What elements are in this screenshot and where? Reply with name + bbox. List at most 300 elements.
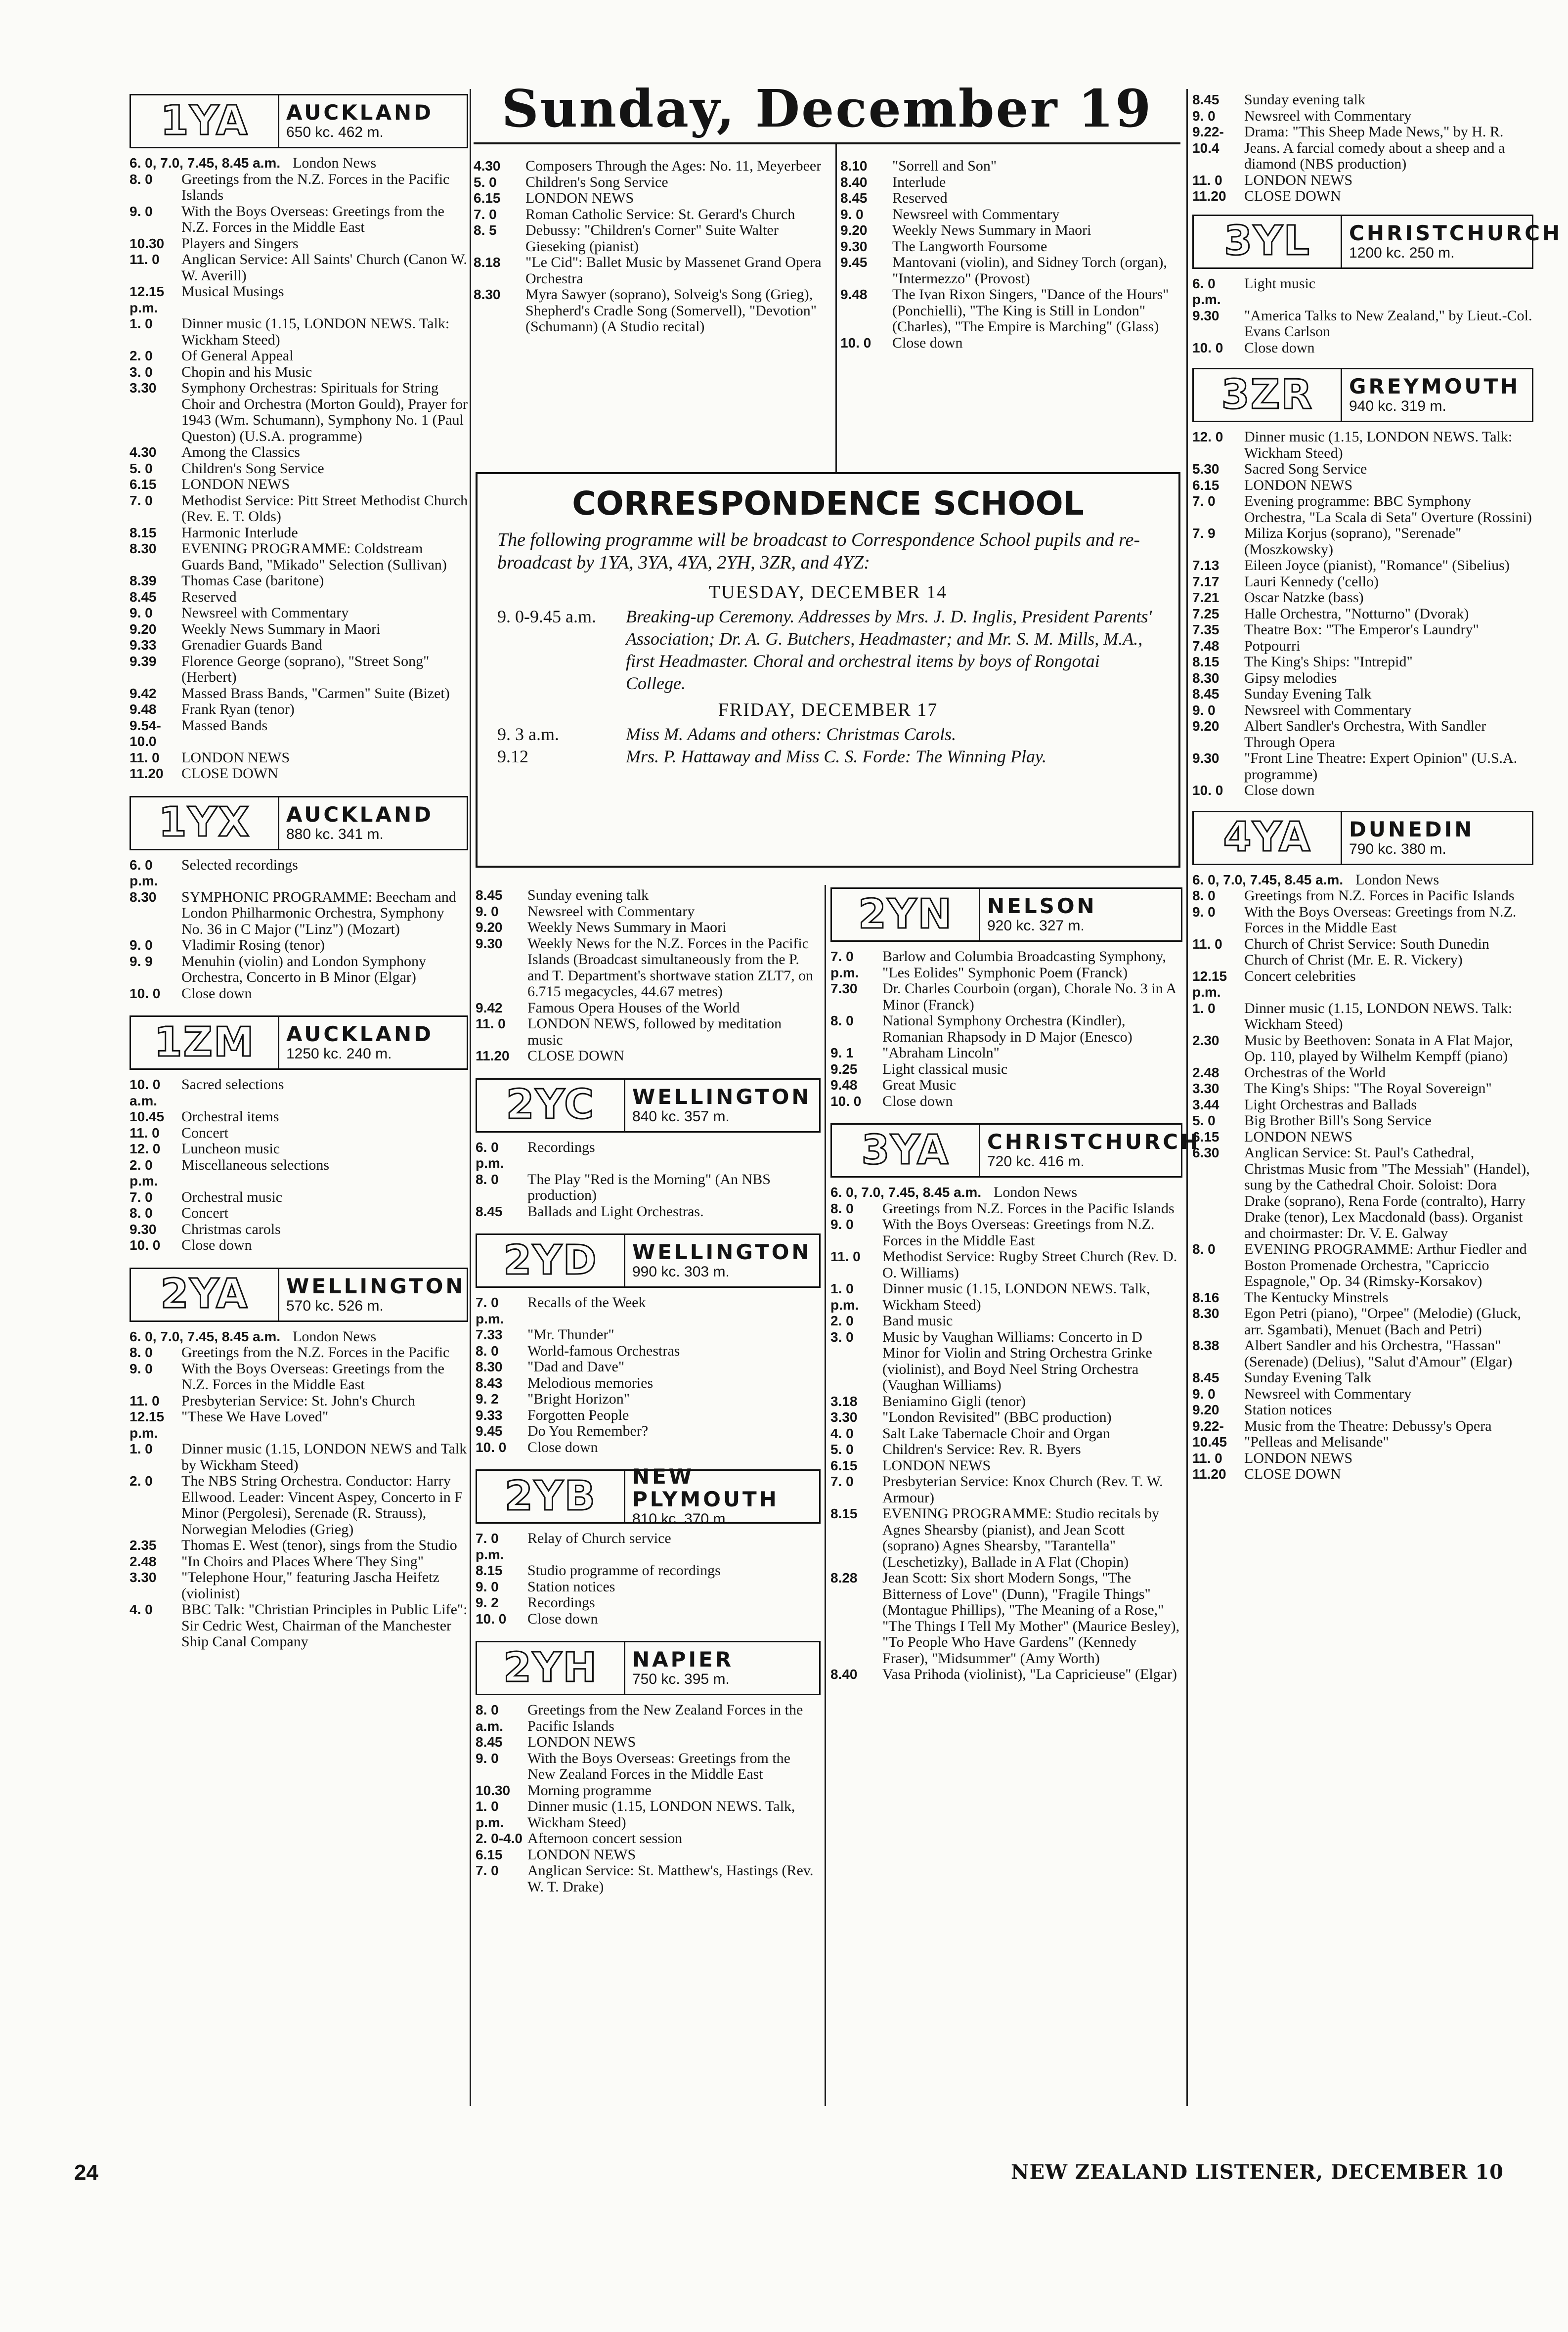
column-rule-2b [825, 885, 826, 2106]
item-time: 9. 0 [1192, 702, 1216, 718]
schedule-item [130, 1393, 468, 1409]
item-time: 9.22-10.4 [1192, 124, 1224, 156]
item-description: Recordings [527, 1594, 595, 1611]
schedule-item [1192, 558, 1533, 574]
item-description: "Mr. Thunder" [527, 1326, 614, 1343]
schedule-2yn [830, 949, 1182, 1109]
station-info [279, 95, 467, 147]
item-description: Theatre Box: "The Emperor's Laundry" [1244, 621, 1479, 638]
item-description: Close down [1244, 339, 1315, 356]
item-time: 7. 9 [1192, 526, 1216, 541]
item-time: 4.30 [474, 158, 501, 174]
station-frequency: 810 kc. 370 m. [632, 1511, 730, 1527]
schedule-item [1192, 1290, 1533, 1306]
item-time: 9.30 [130, 1221, 157, 1237]
item-time: 5.30 [1192, 461, 1220, 477]
schedule-item [1192, 1338, 1533, 1370]
schedule-item [830, 1442, 1182, 1458]
item-time: 4. 0 [130, 1602, 153, 1617]
item-description: Frank Ryan (tenor) [181, 701, 295, 717]
item-description: Sunday evening talk [1244, 91, 1365, 108]
schedule-item [130, 1409, 468, 1441]
item-description: Albert Sandler's Orchestra, With Sandler Through Opera [1244, 718, 1486, 750]
station-city: CHRISTCHURCH [1349, 220, 1563, 245]
station-city: NELSON [987, 894, 1097, 918]
item-description: Among the Classics [181, 444, 300, 460]
column-rule-2 [835, 143, 837, 472]
station-info [279, 1017, 467, 1068]
item-description: Drama: "This Sheep Made News," by H. R. Jeans. A farcial comedy about a sheep and a diamond (NBS production) [1244, 124, 1505, 172]
item-description: London News [293, 155, 377, 171]
item-time: 2. 0 [130, 1473, 153, 1489]
item-time: 8.15 [130, 525, 157, 540]
item-time: 3.30 [830, 1409, 858, 1425]
item-time: 8. 0 [130, 1345, 153, 1360]
item-description: "Sorrell and Son" [892, 158, 997, 174]
item-time: 9.48 [840, 287, 868, 302]
schedule-item [130, 204, 468, 236]
item-description: Dinner music (1.15, LONDON NEWS and Talk by Wickham Steed) [181, 1441, 467, 1473]
schedule-item [476, 920, 821, 936]
item-time: 6. 0, 7.0, 7.45, 8.45 a.m. [130, 155, 281, 171]
item-time: 11. 0 [130, 749, 160, 765]
item-description: CLOSE DOWN [527, 1048, 624, 1064]
schedule-item [830, 1506, 1182, 1570]
item-description: Eileen Joyce (pianist), "Romance" (Sibelius) [1244, 557, 1510, 573]
schedule-item [476, 1140, 821, 1172]
item-time: 8.30 [1192, 1306, 1220, 1321]
item-time: 10. 0 [130, 985, 161, 1001]
item-time: 10. 0 a.m. [130, 1077, 161, 1108]
item-description: Newsreel with Commentary [1244, 1385, 1412, 1402]
schedule-item [476, 904, 821, 920]
item-description: Band music [882, 1313, 953, 1329]
item-time: 8.43 [476, 1375, 503, 1391]
schedule-item [130, 380, 468, 444]
schedule-item [474, 207, 829, 223]
item-description: London News [293, 1328, 377, 1345]
item-time: 10. 0 [840, 335, 871, 351]
item-time: 9. 0 [1192, 108, 1216, 124]
schedule-item [1192, 1418, 1533, 1451]
item-time: 8. 0 [830, 1200, 854, 1216]
item-time: 8. 0 a.m. [476, 1702, 504, 1734]
schedule-item [1192, 461, 1533, 478]
item-time: 8.38 [1192, 1338, 1220, 1353]
schedule-item [476, 1343, 821, 1360]
schedule-item [130, 937, 468, 954]
item-time: 7. 0 [1192, 493, 1216, 509]
item-time: 3.30 [130, 380, 157, 396]
schedule-item [476, 1611, 821, 1628]
schedule-item [840, 255, 1181, 287]
item-time: 10. 0 [830, 1093, 862, 1109]
item-time: 8.10 [840, 158, 868, 174]
item-time: 7. 0 [130, 1189, 153, 1205]
correspondence-title: CORRESPONDENCE SCHOOL [572, 484, 1084, 523]
correspondence-school-box [476, 472, 1180, 868]
item-time: 8.15 [830, 1506, 858, 1521]
item-description: Symphony Orchestras: Spirituals for String Choir and Orchestra (Morton Gould), Prayer for 1943 (Wm. Schumann), Symphony No. 1 (Paul Queston) (U.S.A. programme) [181, 380, 468, 444]
item-description: EVENING PROGRAMME: Arthur Fiedler and Boston Promenade Orchestra, "Capriccio Espagnole," Op. 34 (Rimsky-Korsakov) [1244, 1241, 1527, 1289]
item-description: Myra Sawyer (soprano), Solveig's Song (Grieg), Shepherd's Cradle Song (Somervell), "Devotion" (Schumann) (A Studio recital) [525, 286, 817, 335]
item-time: 2.30 [1192, 1032, 1220, 1048]
item-time: 10.45 [130, 1109, 165, 1124]
item-time: 3.30 [1192, 1081, 1220, 1096]
item-time: 7.21 [1192, 590, 1220, 605]
schedule-item [474, 158, 829, 175]
item-description: Musical Musings [181, 283, 284, 300]
schedule-item [1192, 1081, 1533, 1097]
item-time: 8.30 [1192, 670, 1220, 686]
schedule-item [130, 702, 468, 718]
column-1 [130, 92, 468, 1650]
item-description: Players and Singers [181, 235, 299, 252]
station-callsign: 3YA [832, 1125, 980, 1176]
schedule-item [830, 1570, 1182, 1667]
item-description: With the Boys Overseas: Greetings from the New Zealand Forces in the Middle East [527, 1750, 791, 1782]
item-time: 11. 0 [1192, 172, 1222, 188]
item-time: 8. 0 [476, 1171, 499, 1187]
item-description: Egon Petri (piano), "Orpee" (Melodie) (Gluck, arr. Sgambati), Menuet (Bach and Petri) [1244, 1305, 1522, 1338]
page-headline: Sunday, December 19 [501, 78, 1153, 139]
schedule-item [830, 1458, 1182, 1474]
item-description: The NBS String Orchestra. Conductor: Harry Ellwood. Leader: Vincent Aspey, Concerto in F Minor (Pergolesi), Serenade (R. Strauss), Norwegian Melodies (Grieg) [181, 1473, 463, 1538]
schedule-item [130, 573, 468, 589]
schedule-item [130, 477, 468, 493]
schedule-item [130, 637, 468, 654]
item-time: 6. 0, 7.0, 7.45, 8.45 a.m. [1192, 872, 1344, 887]
item-time: 9. 0 [840, 206, 864, 222]
item-time: 9.30 [476, 935, 503, 951]
item-description: Albert Sandler and his Orchestra, "Hassan" (Serenade) (Delius), "Salut d'Amour" (Elgar) [1244, 1337, 1513, 1370]
item-description: Anglican Service: St. Paul's Cathedral, Christmas Music from "The Messiah" (Handel), sung by the Cathedral Choir. Soloist: Dora Drake (soprano), Rena Forde (contralto), Harry Drake (tenor), Lex Macdonald (bass). Organist and choirmaster: Dr. V. E. Galway [1244, 1144, 1530, 1241]
item-description: "London Revisited" (BBC production) [882, 1409, 1112, 1425]
schedule-item [1192, 606, 1533, 622]
schedule-item [830, 1394, 1182, 1410]
item-description: Dinner music (1.15, LONDON NEWS. Talk: Wickham Steed) [1244, 1000, 1513, 1032]
item-description: Greetings from the N.Z. Forces in the Pacific [181, 1344, 450, 1361]
item-time: 9. 2 [476, 1391, 499, 1407]
item-description: LONDON NEWS [527, 1846, 636, 1863]
item-time: 6. 0 p.m. [130, 857, 158, 888]
item-description: Newsreel with Commentary [1244, 107, 1412, 124]
schedule-item [130, 1602, 468, 1650]
item-description: Vasa Prihoda (violinist), "La Capricieuse" (Elgar) [882, 1666, 1177, 1682]
schedule-item [830, 1281, 1182, 1313]
item-description: Newsreel with Commentary [181, 605, 349, 621]
item-time: 8.18 [474, 255, 501, 270]
item-description: Chopin and his Music [181, 363, 312, 380]
item-time: 9.48 [830, 1077, 858, 1093]
schedule-item [1192, 888, 1533, 904]
item-time: 2. 0 p.m. [130, 1157, 158, 1188]
item-description: Salt Lake Tabernacle Choir and Organ [882, 1425, 1110, 1442]
item-description: Christmas carols [181, 1221, 281, 1237]
schedule-item [476, 1702, 821, 1734]
station-info [279, 797, 467, 849]
item-description: EVENING PROGRAMME: Coldstream Guards Band, "Mikado" Selection (Sullivan) [181, 540, 447, 573]
schedule-item [130, 1554, 468, 1570]
item-description: Anglican Service: All Saints' Church (Canon W. W. Averill) [181, 251, 467, 284]
item-description: "Dad and Dave" [527, 1359, 625, 1375]
item-time: 6.15 [476, 1847, 503, 1862]
station-callsign: 3YL [1194, 216, 1342, 267]
column-2-bottom [476, 887, 821, 1895]
item-description: Miss M. Adams and others: Christmas Carols. [626, 724, 957, 744]
schedule-item [476, 1423, 821, 1440]
station-info [625, 1464, 819, 1527]
item-time: 8.45 [130, 589, 157, 605]
schedule-item [130, 589, 468, 606]
item-time: 9. 3 a.m. [497, 724, 559, 744]
schedule-item [830, 1667, 1182, 1683]
schedule-item [130, 621, 468, 638]
station-city: AUCKLAND [286, 802, 434, 827]
schedule-item [130, 1125, 468, 1142]
schedule-2yc [476, 1140, 821, 1220]
schedule-item [130, 541, 468, 573]
station-frequency: 570 kc. 526 m. [286, 1297, 384, 1314]
item-description: Greetings from the N.Z. Forces in the Pacific Islands [181, 171, 450, 203]
item-description: "Bright Horizon" [527, 1391, 630, 1407]
item-description: LONDON NEWS [1244, 172, 1353, 188]
schedule-item [476, 1375, 821, 1392]
item-description: Dinner music (1.15, LONDON NEWS. Talk: Wickham Steed) [1244, 429, 1513, 461]
station-header-2yn [830, 887, 1182, 942]
item-description: LONDON NEWS [181, 476, 290, 492]
column-2-top [474, 158, 829, 335]
schedule-item [840, 190, 1181, 207]
item-description: Composers Through the Ages: No. 11, Meyerbeer [525, 158, 822, 174]
schedule-item [1192, 188, 1533, 205]
item-time: 11.20 [1192, 1466, 1226, 1482]
item-description: The Kentucky Minstrels [1244, 1289, 1389, 1306]
item-description: Beniamino Gigli (tenor) [882, 1393, 1026, 1409]
item-description: Massed Brass Bands, "Carmen" Suite (Bizet) [181, 685, 450, 702]
schedule-item [130, 1538, 468, 1554]
schedule-item [1192, 750, 1533, 783]
station-city: WELLINGTON [632, 1240, 812, 1264]
schedule-3ya [830, 1185, 1182, 1683]
station-header-2yc [476, 1078, 821, 1133]
station-city: GREYMOUTH [1349, 374, 1521, 398]
item-time: 11.20 [1192, 188, 1226, 204]
schedule-item [476, 1847, 821, 1863]
item-time: 11. 0 [830, 1249, 861, 1264]
schedule-item [1192, 1306, 1533, 1338]
item-description: Harmonic Interlude [181, 524, 298, 541]
schedule-item [130, 1222, 468, 1238]
schedule-item [1192, 429, 1533, 461]
schedule-item [1192, 968, 1533, 1001]
schedule-item [830, 1013, 1182, 1045]
schedule-item [1192, 670, 1533, 687]
item-time: 9.39 [130, 653, 157, 669]
station-frequency: 940 kc. 319 m. [1349, 398, 1446, 414]
item-time: 11. 0 [130, 1125, 160, 1141]
schedule-item [1192, 108, 1533, 125]
item-description: Close down [181, 985, 252, 1002]
item-time: 6. 0 p.m. [1192, 275, 1221, 307]
schedule-item [130, 954, 468, 986]
item-description: The Ivan Rixon Singers, "Dance of the Hours" (Ponchielli), "The King is Still in London" (Charles), "The Empire is Marching" (Glass) [892, 286, 1169, 335]
schedule-item [130, 444, 468, 461]
item-time: 9. 0-9.45 a.m. [497, 607, 596, 626]
item-time: 9.45 [840, 255, 868, 270]
schedule-3ya-late [1192, 92, 1533, 205]
item-time: 2. 0 [830, 1313, 854, 1328]
item-time: 8.40 [830, 1667, 858, 1682]
schedule-item [830, 1313, 1182, 1329]
item-time: 6. 0, 7.0, 7.45, 8.45 a.m. [130, 1328, 281, 1344]
schedule-item [1192, 1451, 1533, 1467]
item-description: Station notices [1244, 1402, 1332, 1418]
item-description: The Langworth Foursome [892, 238, 1047, 255]
item-description: Methodist Service: Rugby Street Church (Rev. D. O. Williams) [882, 1248, 1177, 1281]
item-time: 9.20 [1192, 718, 1220, 734]
schedule-item [130, 986, 468, 1002]
item-description: Newsreel with Commentary [1244, 702, 1412, 718]
column-4 [1192, 91, 1563, 1483]
item-time: 10. 0 [476, 1611, 507, 1627]
item-description: Sacred selections [181, 1076, 284, 1093]
item-time: 7.25 [1192, 606, 1220, 621]
item-time: 8.30 [130, 889, 157, 905]
item-time: 9. 1 [830, 1045, 854, 1060]
station-header-2yd [476, 1233, 821, 1288]
item-description: Studio programme of recordings [527, 1562, 721, 1579]
station-header-2yh [476, 1641, 821, 1695]
schedule-item [474, 222, 829, 255]
item-description: Halle Orchestra, "Notturno" (Dvorak) [1244, 605, 1469, 622]
item-description: Luncheon music [181, 1141, 280, 1157]
station-info [1342, 216, 1567, 267]
item-time: 11. 0 [476, 1016, 506, 1031]
schedule-2ya-late [840, 158, 1181, 351]
schedule-item [476, 1579, 821, 1595]
schedule-item [840, 287, 1181, 335]
station-header-2yb [476, 1464, 821, 1527]
station-info [279, 1269, 471, 1320]
schedule-item [474, 175, 829, 191]
item-time: 2. 0-4.0 [476, 1831, 523, 1846]
item-description: Recordings [527, 1139, 595, 1155]
item-time: 10. 0 [1192, 783, 1223, 798]
item-description: LONDON NEWS [525, 190, 634, 206]
schedule-item [1192, 1113, 1533, 1129]
schedule-2ya-continued [474, 158, 829, 335]
schedule-item [476, 1359, 821, 1375]
item-time: 12. 0 [1192, 429, 1223, 444]
item-time: 11. 0 [1192, 936, 1222, 952]
schedule-item [130, 1189, 468, 1206]
column-rule-3 [1186, 89, 1188, 2106]
item-description: Jean Scott: Six short Modern Songs, "The Bitterness of Love" (Dunn), "Fragile Things" (Montague Phillips), "The Meaning of a Rose," "The Things I Tell My Mother" (Maurice Besley), "To People Who Have Gardens" (Kennedy Fraser), "Midsummer" (Amy Worth) [882, 1570, 1180, 1667]
schedule-item [130, 525, 468, 541]
item-description: LONDON NEWS [1244, 1128, 1353, 1145]
station-header-1yx [130, 796, 468, 850]
schedule-item [476, 1863, 821, 1895]
station-callsign: 4YA [1194, 812, 1342, 864]
item-time: 10. 0 [476, 1439, 507, 1455]
schedule-item [130, 1329, 468, 1345]
item-time: 8.45 [840, 190, 868, 206]
schedule-item [830, 1094, 1182, 1110]
item-description: LONDON NEWS [882, 1457, 991, 1474]
item-description: CLOSE DOWN [1244, 1466, 1341, 1482]
item-time: 8.45 [476, 1734, 503, 1750]
item-description: Barlow and Columbia Broadcasting Symphony, "Les Eolides" Symphonic Poem (Franck) [882, 948, 1166, 981]
item-time: 3. 0 [830, 1329, 854, 1345]
item-time: 7. 0 p.m. [476, 1295, 504, 1326]
item-time: 9.12 [497, 747, 528, 766]
schedule-item [1192, 1033, 1533, 1065]
item-description: Thomas Case (baritone) [181, 572, 324, 589]
schedule-item [130, 364, 468, 381]
item-time: 1. 0 p.m. [830, 1281, 859, 1313]
item-time: 10.30 [130, 235, 165, 251]
item-time: 9. 0 [130, 1361, 153, 1376]
station-city: NAPIER [632, 1647, 734, 1672]
item-time: 8.45 [1192, 92, 1220, 107]
item-description: Sunday evening talk [527, 887, 649, 903]
schedule-1yx [130, 857, 468, 1002]
schedule-item [840, 239, 1181, 255]
schedule-item [1192, 904, 1533, 936]
station-frequency: 650 kc. 462 m. [286, 124, 384, 140]
schedule-item [840, 175, 1181, 191]
item-time: 9.54-10.0 [130, 717, 161, 749]
station-frequency: 1250 kc. 240 m. [286, 1046, 392, 1062]
item-description: Massed Bands [181, 717, 268, 734]
item-description: Famous Opera Houses of the World [527, 999, 740, 1016]
schedule-item [130, 1345, 468, 1361]
schedule-item [130, 766, 468, 782]
item-time: 8.39 [130, 573, 157, 588]
schedule-item [830, 1045, 1182, 1061]
station-callsign: 1YA [131, 95, 279, 147]
schedule-item [130, 857, 468, 889]
item-description: London News [1355, 871, 1439, 888]
item-time: 10. 0 [130, 1237, 161, 1253]
schedule-item [130, 252, 468, 284]
schedule-item [130, 1570, 468, 1602]
item-description: Close down [527, 1610, 598, 1627]
item-time: 8.15 [476, 1563, 503, 1578]
schedule-item [476, 1172, 821, 1204]
station-header-3ya [830, 1123, 1201, 1178]
schedule-3zr [1192, 429, 1533, 799]
item-description: Weekly News Summary in Maori [527, 919, 727, 935]
item-time: 12.15 p.m. [130, 284, 165, 315]
item-description: Menuhin (violin) and London Symphony Orchestra, Concerto in B Minor (Elgar) [181, 953, 426, 985]
schedule-item [130, 1361, 468, 1393]
item-time: 1. 0 [130, 1441, 153, 1456]
item-description: Recalls of the Week [527, 1294, 646, 1311]
item-time: 8. 0 [1192, 888, 1216, 903]
item-description: London News [994, 1184, 1078, 1200]
schedule-item [840, 158, 1181, 175]
item-description: Children's Service: Rev. R. Byers [882, 1441, 1081, 1457]
item-description: Do You Remember? [527, 1423, 649, 1439]
item-description: Evening programme: BBC Symphony Orchestra, "La Scala di Seta" Overture (Rossini) [1244, 493, 1532, 526]
correspondence-item [497, 723, 1159, 746]
item-description: The King's Ships: "Intrepid" [1244, 654, 1413, 670]
station-header-4ya [1192, 811, 1533, 865]
item-time: 11. 0 [130, 1393, 160, 1408]
item-time: 5. 0 [474, 174, 497, 190]
